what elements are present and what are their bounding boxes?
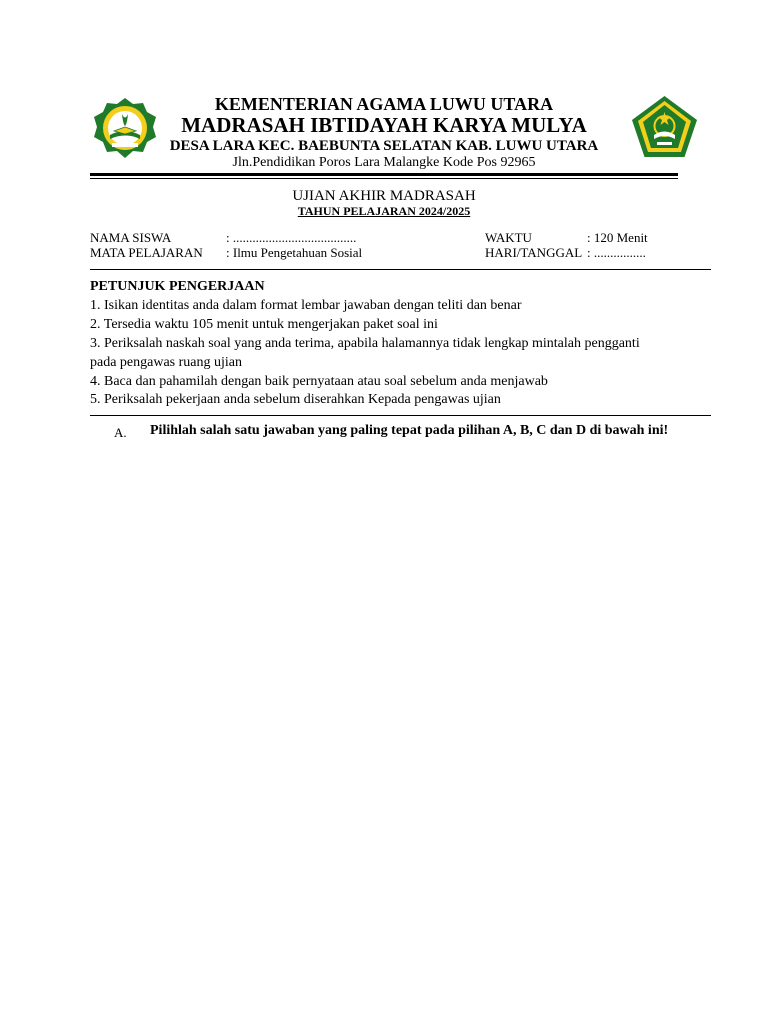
instructions-divider	[90, 415, 711, 416]
instruction-item: 1. Isikan identitas anda dalam format lembar jawaban dengan teliti dan benar	[90, 298, 522, 313]
instruction-item: 4. Baca dan pahamilah dengan baik pernyataan atau soal sebelum anda menjawab	[90, 374, 548, 389]
subject-label: MATA PELAJARAN	[90, 245, 203, 260]
student-name-label: NAMA SISWA	[90, 230, 172, 245]
instruction-item: 5. Periksalah pekerjaan anda sebelum diserahkan Kepada pengawas ujian	[90, 392, 501, 407]
info-divider	[90, 269, 711, 270]
school-location: DESA LARA KEC. BAEBUNTA SELATAN KAB. LUWU UTARA	[169, 138, 599, 154]
ministry-name: KEMENTERIAN AGAMA LUWU UTARA	[214, 94, 554, 114]
section-letter: A.	[114, 425, 127, 440]
school-address: Jln.Pendidikan Poros Lara Malangke Kode Pos 92965	[232, 155, 536, 170]
exam-title: UJIAN AKHIR MADRASAH	[292, 188, 476, 204]
instruction-item: 3. Periksalah naskah soal yang anda terima, apabila halamannya tidak lengkap mintalah pengganti	[90, 336, 640, 351]
header-divider-thin	[90, 178, 678, 179]
date-value: : ................	[587, 245, 646, 260]
instruction-item-continued: pada pengawas ruang ujian	[90, 355, 242, 370]
time-value: : 120 Menit	[587, 230, 648, 245]
section-instruction: Pilihlah salah satu jawaban yang paling tepat pada pilihan A, B, C dan D di bawah ini!	[150, 423, 669, 438]
instruction-item: 2. Tersedia waktu 105 menit untuk mengerjakan paket soal ini	[90, 317, 438, 332]
date-label: HARI/TANGGAL	[485, 245, 583, 260]
header-divider-thick	[90, 173, 678, 176]
student-name-value: : ......................................	[226, 230, 357, 245]
subject-value: : Ilmu Pengetahuan Sosial	[226, 245, 363, 260]
instructions-heading: PETUNJUK PENGERJAAN	[90, 279, 265, 294]
time-label: WAKTU	[485, 230, 532, 245]
exam-year: TAHUN PELAJARAN 2024/2025	[297, 204, 471, 218]
school-name: MADRASAH IBTIDAYAH KARYA MULYA	[181, 113, 587, 137]
